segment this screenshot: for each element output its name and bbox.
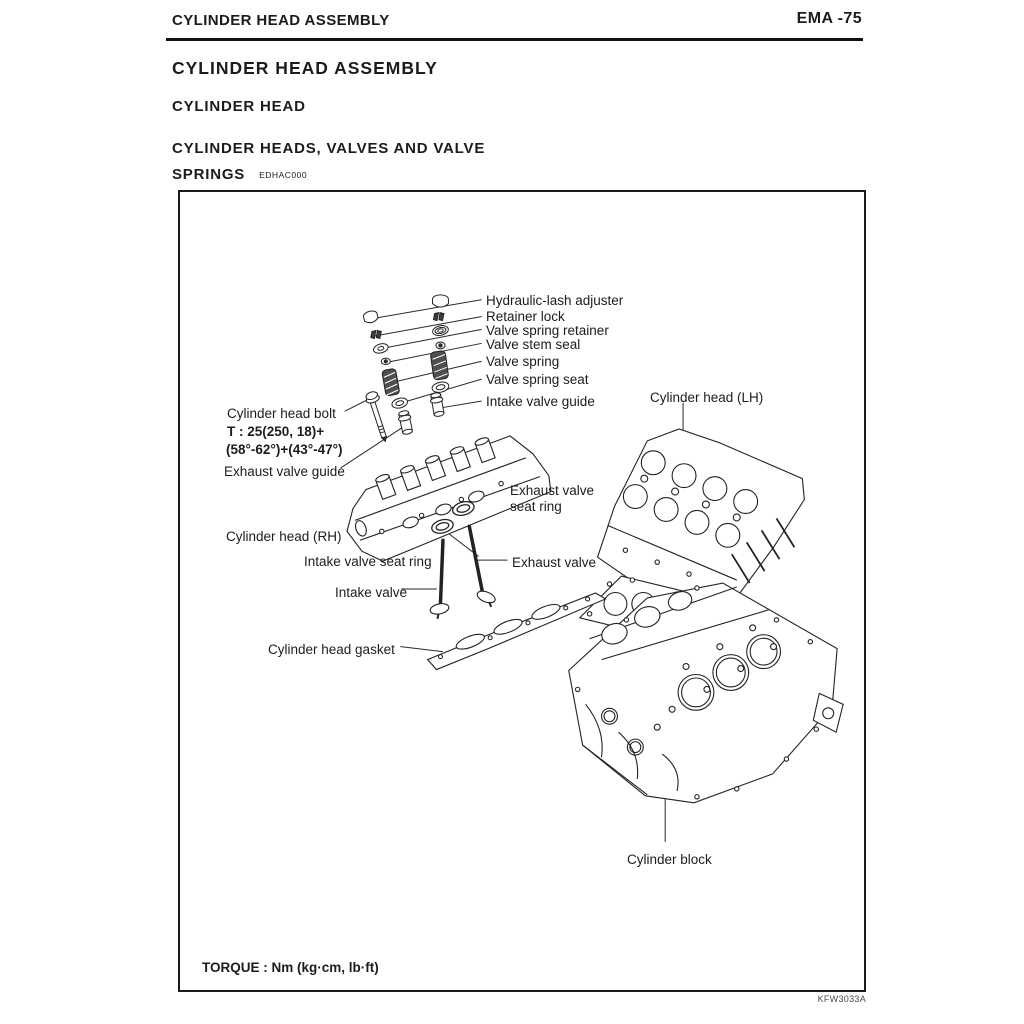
label-cylinder-head-bolt: Cylinder head bolt [227, 406, 336, 421]
section-code: EDHAC000 [259, 170, 308, 180]
label-valve-spring: Valve spring [486, 354, 560, 369]
page-title: CYLINDER HEAD ASSEMBLY [172, 58, 438, 78]
exhaust-valve-drawing [469, 526, 497, 607]
label-cylinder-block: Cylinder block [627, 852, 712, 867]
header-rule [166, 38, 863, 41]
retainer-lock-left [371, 331, 381, 339]
subsection-line1: CYLINDER HEADS, VALVES AND VALVE [172, 140, 486, 157]
label-exhaust-valve: Exhaust valve [512, 555, 597, 570]
spring-retainer-right [432, 324, 450, 337]
subsection-line2: SPRINGS [172, 166, 246, 183]
label-exhaust-valve-seat-ring: Exhaust valve seat ring [510, 483, 595, 514]
valve-spring-right [430, 350, 449, 380]
valve-spring-left [382, 368, 400, 396]
label-valve-stem-seal: Valve stem seal [486, 337, 581, 352]
label-intake-valve: Intake valve [335, 585, 408, 600]
torque-note: TORQUE : Nm (kg·cm, lb·ft) [202, 960, 379, 975]
label-hydraulic-lash-adjuster: Hydraulic-lash adjuster [486, 293, 624, 308]
cylinder-head-gasket-drawing [428, 593, 606, 670]
spring-seat-left [391, 396, 409, 409]
stem-seal-left [381, 358, 390, 364]
label-torque-spec-line2: (58°-62°)+(43°-47°) [226, 442, 343, 457]
label-cylinder-head-lh: Cylinder head (LH) [650, 390, 764, 405]
lash-adjuster-right [433, 295, 449, 307]
label-valve-spring-seat: Valve spring seat [486, 372, 589, 387]
label-intake-valve-guide: Intake valve guide [486, 394, 595, 409]
small-parts-left [362, 310, 414, 442]
exhaust-valve-guide-drawing [397, 410, 414, 436]
spring-seat-right [431, 381, 450, 394]
figure-box [178, 190, 866, 992]
stem-seal-right [436, 342, 445, 349]
running-header: CYLINDER HEAD ASSEMBLY [172, 12, 390, 29]
small-parts-right [429, 295, 450, 417]
label-retainer-lock: Retainer lock [486, 309, 565, 324]
lash-adjuster-left [362, 310, 378, 325]
intake-valve-drawing [429, 540, 450, 619]
label-cylinder-head-rh: Cylinder head (RH) [226, 529, 342, 544]
figure-code: KFW3033A [817, 994, 866, 1004]
cylinder-head-lh-drawing [598, 429, 805, 598]
intake-valve-guide-drawing [429, 392, 445, 417]
subsection-title [172, 136, 485, 188]
cylinder-head-bolt-drawing [364, 390, 386, 441]
section-title: CYLINDER HEAD [172, 98, 306, 115]
label-exhaust-valve-guide: Exhaust valve guide [224, 464, 345, 479]
page-number: EMA -75 [796, 10, 862, 27]
label-intake-valve-seat-ring: Intake valve seat ring [304, 554, 432, 569]
label-cylinder-head-gasket: Cylinder head gasket [268, 642, 395, 657]
retainer-lock-right [434, 313, 444, 321]
label-torque-spec-line1: T : 25(250, 18)+ [227, 424, 325, 439]
label-valve-spring-retainer: Valve spring retainer [486, 323, 609, 338]
spring-retainer-left [372, 342, 389, 355]
